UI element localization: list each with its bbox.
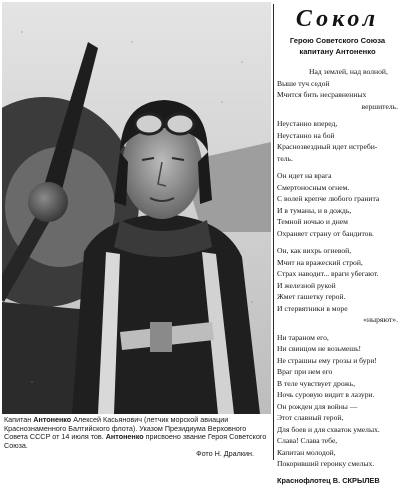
poem-line: И в туманы, и в дождь, [277,205,352,215]
poem-line: Враг при нем его [277,367,333,376]
poem-line: Над землей, над волной, [309,67,388,76]
poem-author: Краснофлотец В. СКРЫЛЕВ [277,475,380,485]
poem-line: Мчится бить несравненных [277,90,367,99]
poem-line: В теле чувствует дрожь, [277,378,356,388]
poem-line: Жмет гашетку герой. [277,292,346,301]
poem-line: Покоривший героику смелых. [277,459,375,468]
poem-line: Темной ночью и днем [277,217,348,226]
poem-line: Неустанно вперед, [277,119,338,128]
poem-line: Страх наводит... враги убегают. [277,269,379,278]
poem-stanza [277,332,398,470]
poem-line: Этот славный герой, [277,413,344,422]
poem-line: Ни тараном его, [277,332,329,342]
poem-line: Он, как вихрь огневой, [277,246,352,255]
caption-prefix: Капитан [4,415,32,424]
caption-body: Алексей Касьянович (летчик морской авиации Краснознаменного Балтийского флота). Указом Президиума Верховного Совета СССР от 14 июля тов. [4,415,247,442]
photo-caption [4,416,268,459]
poem-stanza [277,66,398,112]
pilot-photo-image [2,2,271,414]
poem-line: Охраняет страну от бандитов. [277,228,374,238]
poem-line: «ныряют». [363,315,398,324]
poem-line: Капитан молодой, [277,447,336,457]
poem-line: Смертоносным огнем. [277,182,350,192]
poem-line: Выше туч седой [277,78,330,88]
photo-credit: Фото Н. Дралкин. [196,449,254,459]
caption-name-repeat: Антоненко [105,432,144,442]
poem-line: вершитель. [361,101,398,111]
poem-line: Краснозвездный идет истреби- [277,142,378,151]
poem-body [277,66,398,470]
poem-line: Мчит на вражеский строй, [277,257,363,267]
poem-line: Слава! Слава тебе, [277,436,338,445]
caption-suffix: присвоено звание Героя Советского Союза. [4,432,267,450]
dedication-line: капитану Антоненко [299,46,376,56]
poem-stanza [277,118,398,164]
poem-line: Ни свинцом не возьмешь! [277,344,362,353]
poem-line: И стервятники в море [277,303,348,313]
poem-line: Неустанно на бой [277,130,335,140]
poem-line: И железной рукой [277,280,336,290]
pilot-photo [2,2,271,414]
poem-line: Он рожден для войны — [277,401,358,411]
caption-name: Антоненко [33,415,72,424]
poem-stanza [277,245,398,326]
poem-line: С волей крепче любого гранита [277,194,380,203]
poem-dedication [277,36,398,57]
poem-stanza [277,170,398,239]
column-divider [273,4,274,460]
dedication-line: Герою Советского Союза [289,36,386,45]
poem-line: Ночь суровую видит в лазури. [277,390,375,399]
poem-line: Для боев и для схваток умелых. [277,424,380,434]
poem-line: Не страшны ему грозы и бури! [277,355,377,365]
poem-title: Сокол [295,6,380,32]
poem-line: тель. [277,153,293,163]
poem-line: Он идет на врага [277,171,332,180]
poem-column [277,6,398,485]
